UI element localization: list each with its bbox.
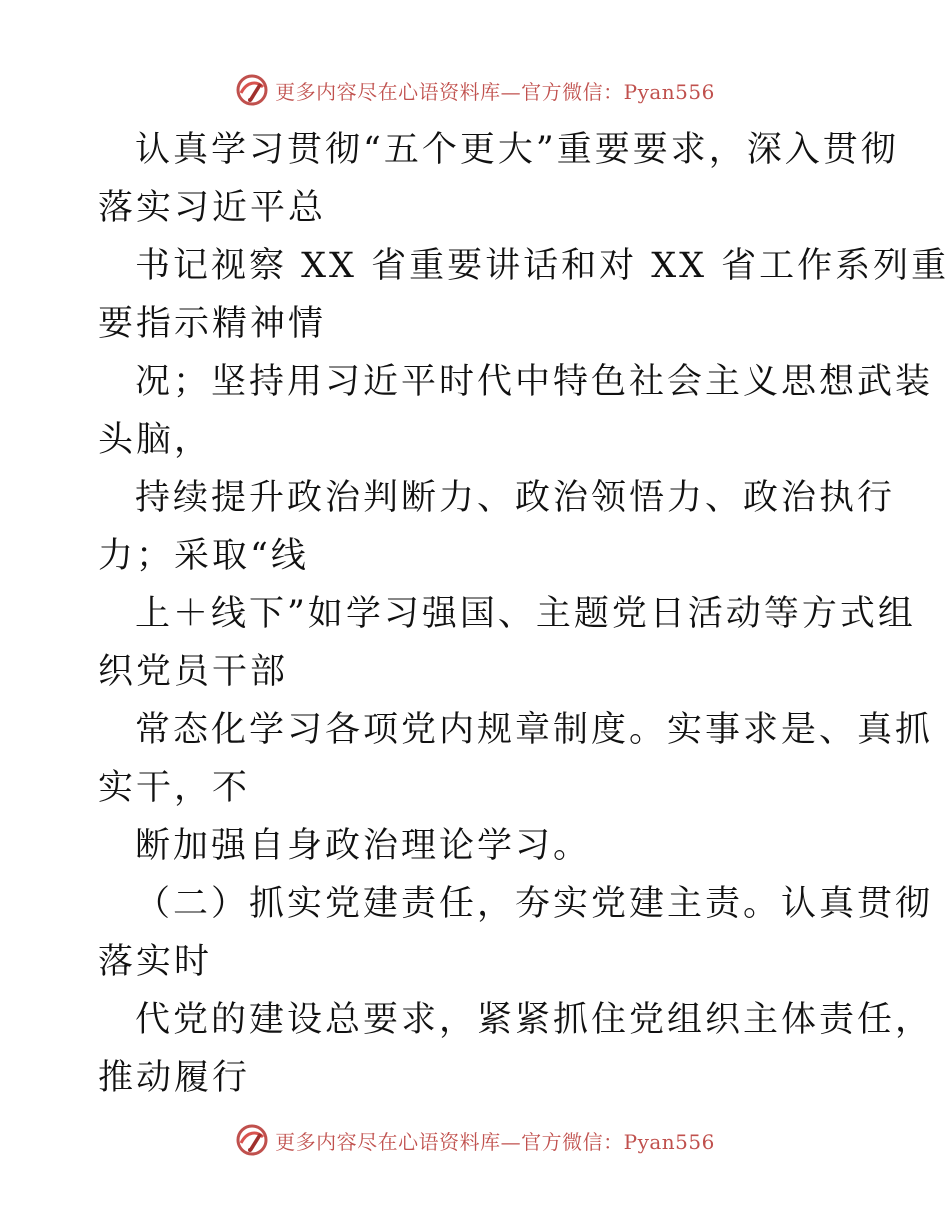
- pen-swirl-logo-icon: [235, 1123, 269, 1157]
- text-line: 推动履行: [98, 1058, 251, 1098]
- text-line: 实干，不: [98, 768, 251, 808]
- text-line: 认真学习贯彻“五个更大”重要要求，深入贯彻: [135, 130, 899, 170]
- footer-banner-text: 更多内容尽在心语资料库—官方微信：Pyan556: [275, 1129, 715, 1154]
- text-line: 织党员干部: [98, 652, 289, 692]
- text-line: 常态化学习各项党内规章制度。实事求是、真抓: [135, 710, 934, 750]
- text-line: 书记视察 XX 省重要讲话和对 XX 省工作系列重: [135, 246, 950, 286]
- text-line: 代党的建设总要求，紧紧抓住党组织主体责任，: [135, 1000, 934, 1040]
- text-line: 力；采取“线: [98, 536, 309, 576]
- text-line: 落实时: [98, 942, 213, 982]
- text-line: 要指示精神情: [98, 304, 327, 344]
- text-line: 断加强自身政治理论学习。: [135, 826, 592, 866]
- text-line: 落实习近平总: [98, 188, 327, 228]
- section-heading-line: （二）抓实党建责任，夯实党建主责。认真贯彻: [135, 884, 934, 924]
- header-banner-text: 更多内容尽在心语资料库—官方微信：Pyan556: [275, 79, 715, 104]
- text-line: 持续提升政治判断力、政治领悟力、政治执行: [135, 478, 896, 518]
- text-line: 况；坚持用习近平时代中特色社会主义思想武装: [135, 362, 934, 402]
- footer-banner: [0, 1120, 950, 1160]
- text-line: 上＋线下”如学习强国、主题党日活动等方式组: [135, 594, 916, 634]
- document-body: [98, 121, 950, 1107]
- header-banner: [0, 70, 950, 110]
- pen-swirl-logo-icon: [235, 73, 269, 107]
- text-line: 头脑，: [98, 420, 213, 460]
